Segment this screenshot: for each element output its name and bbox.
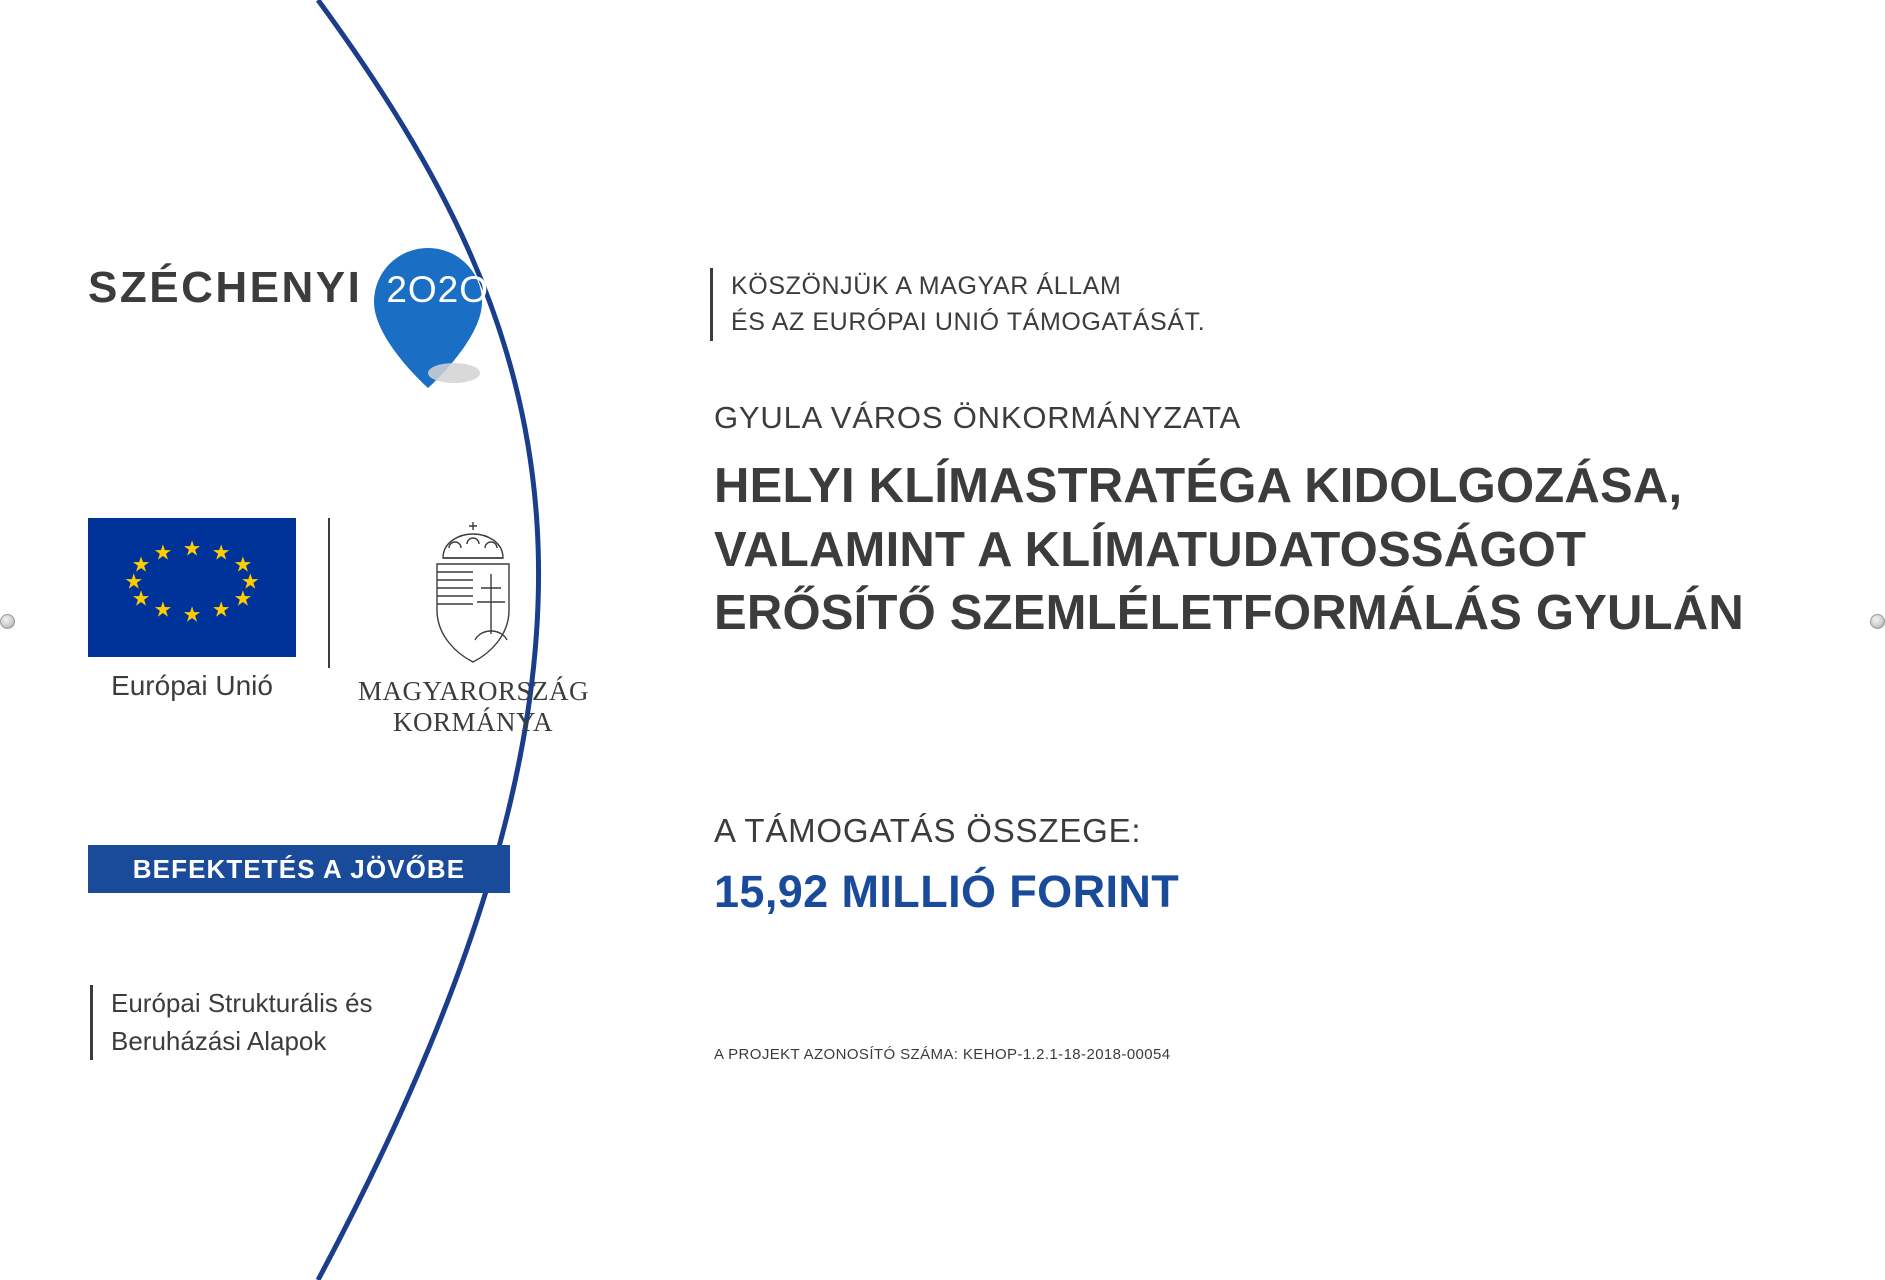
amount-value: 15,92 MILLIÓ FORINT: [714, 866, 1180, 917]
mount-screw-right: [1870, 614, 1885, 629]
structural-funds-note: [90, 985, 373, 1060]
hungary-caption-line1: MAGYARORSZÁG: [358, 676, 590, 706]
eu-and-hungary-logos: [88, 518, 588, 738]
thanks-line1: KÖSZÖNJÜK A MAGYAR ÁLLAM: [731, 272, 1122, 300]
project-identifier: A PROJEKT AZONOSÍTÓ SZÁMA: KEHOP-1.2.1-18-2018-00054: [714, 1046, 1171, 1063]
investing-in-future-banner: BEFEKTETÉS A JÖVŐBE: [88, 845, 510, 893]
page-title: HELYI KLÍMASTRATÉGA KIDOLGOZÁSA, VALAMINT A KLÍMATUDATOSSÁGOT ERŐSÍTŐ SZEMLÉLETFORMÁLÁS GYULÁN: [714, 459, 1744, 641]
logo-column: [0, 0, 600, 1280]
amount-label: A TÁMOGATÁS ÖSSZEGE:: [714, 812, 1142, 849]
structural-funds-text: [111, 985, 373, 1060]
szechenyi-2020-logo: [88, 248, 496, 398]
logo-divider: [328, 518, 330, 668]
thanks-text: [731, 268, 1205, 341]
hungary-logo: [358, 518, 588, 738]
map-pin-icon: [374, 248, 496, 398]
content-column: [700, 0, 1850, 1280]
beneficiary-name: GYULA VÁROS ÖNKORMÁNYZATA: [714, 400, 1242, 435]
szechenyi-year: 2O2O: [386, 269, 490, 310]
thanks-note: [710, 268, 1205, 341]
hungary-caption-line2: KORMÁNYA: [392, 707, 553, 738]
eu-flag-icon: ★ ★ ★ ★ ★ ★ ★ ★ ★ ★ ★ ★: [88, 518, 296, 657]
accent-bar: [710, 268, 713, 341]
structural-funds-line1: Európai Strukturális és: [111, 988, 373, 1018]
hungary-coat-of-arms-icon: [419, 518, 527, 666]
eu-logo: [88, 518, 300, 702]
hungary-caption: [358, 676, 588, 738]
szechenyi-wordmark: SZÉCHENYI: [88, 263, 363, 312]
structural-funds-line2: Beruházási Alapok: [111, 1025, 327, 1056]
thanks-line2: ÉS AZ EURÓPAI UNIÓ TÁMOGATÁSÁT.: [731, 308, 1206, 337]
eu-caption: Európai Unió: [111, 670, 273, 701]
accent-bar: [90, 985, 93, 1060]
